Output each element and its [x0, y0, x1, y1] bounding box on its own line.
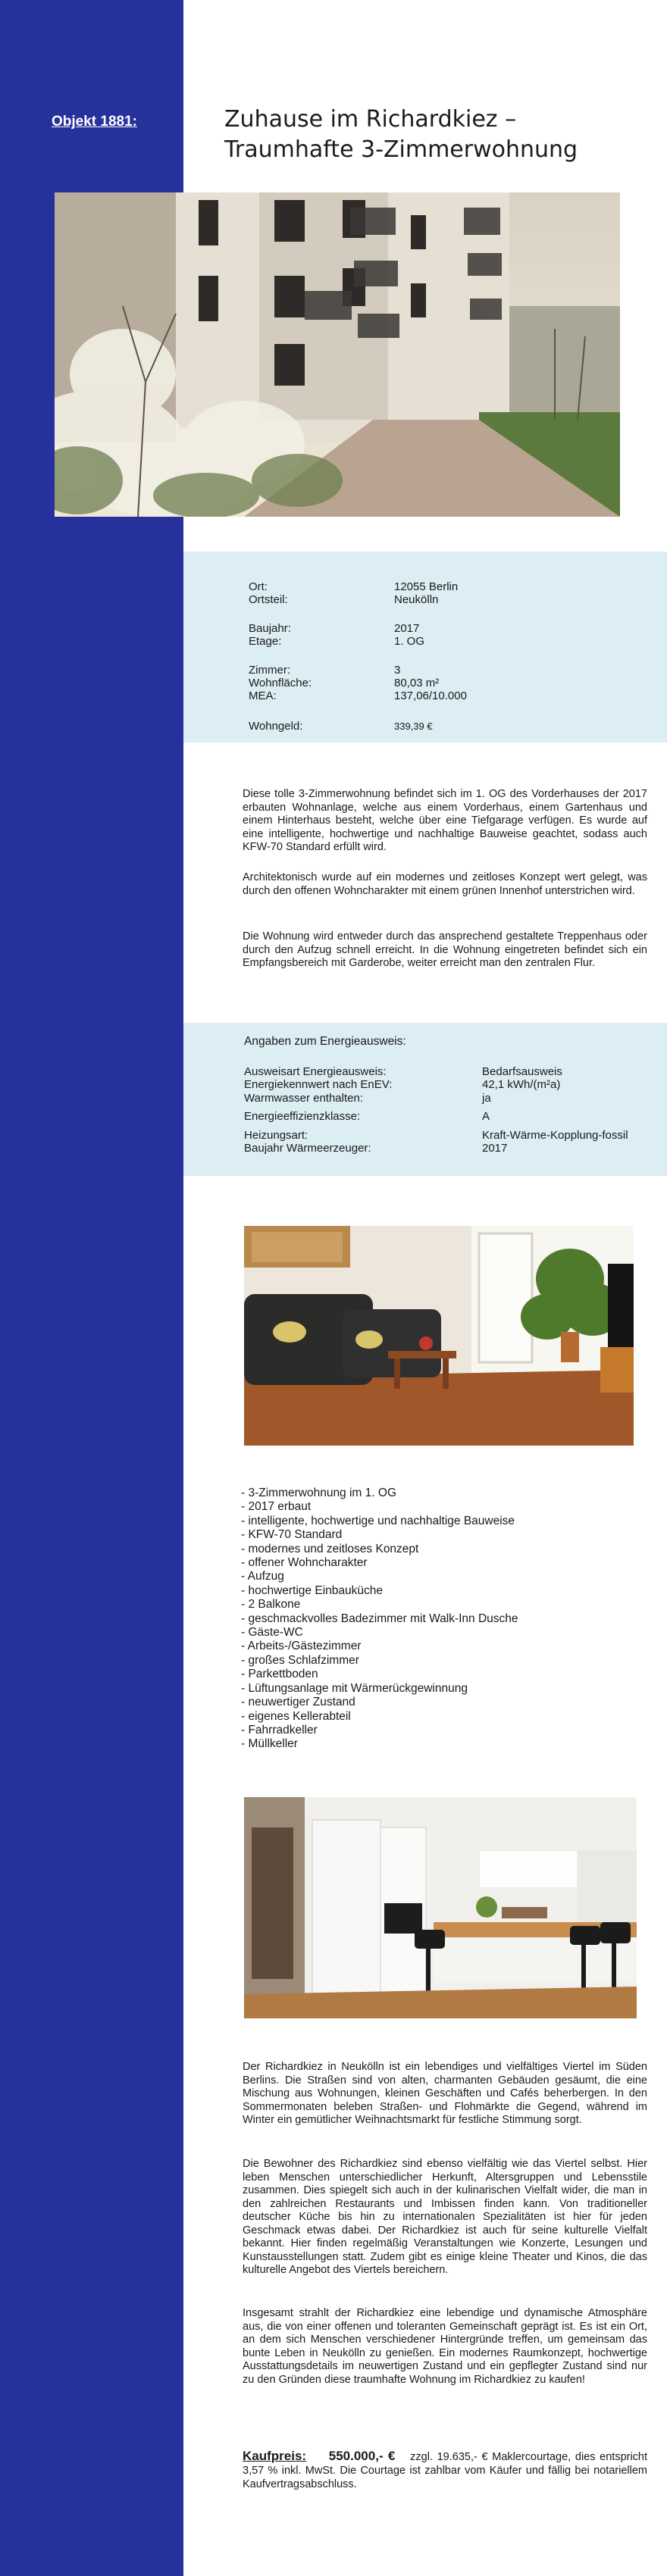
energy-label: Energiekennwert nach EnEV:	[244, 1078, 393, 1091]
object-number: Objekt 1881:	[52, 114, 137, 130]
feature-item: - 2017 erbaut	[241, 1500, 312, 1514]
title-line-1: Zuhause im Richardkiez –	[224, 106, 517, 133]
energy-value: Bedarfsausweis	[482, 1065, 562, 1078]
price-amount: 550.000,- €	[328, 2449, 396, 2463]
living-room-photo	[244, 1226, 634, 1446]
feature-item: - eigenes Kellerabteil	[241, 1709, 351, 1723]
fact-label: Wohnfläche:	[249, 677, 312, 689]
feature-item: - 3-Zimmerwohnung im 1. OG	[241, 1487, 396, 1499]
fact-label: Ortsteil:	[249, 593, 288, 606]
feature-item: - Gäste-WC	[241, 1626, 303, 1640]
energy-label: Warmwasser enthalten:	[244, 1092, 364, 1105]
energy-value: Kraft-Wärme-Kopplung-fossil	[482, 1129, 628, 1142]
energy-value: 2017	[482, 1142, 508, 1155]
feature-item: - Parkettboden	[241, 1668, 318, 1681]
feature-item: - neuwertiger Zustand	[241, 1696, 355, 1709]
kitchen-photo	[244, 1797, 637, 2018]
feature-item: - intelligente, hochwertige und nachhaltige Bauweise	[241, 1514, 515, 1527]
title-line-2: Traumhafte 3-Zimmerwohnung	[224, 136, 578, 163]
feature-item: - KFW-70 Standard	[241, 1528, 343, 1542]
energy-value: ja	[482, 1092, 491, 1105]
feature-item: - Arbeits-/Gästezimmer	[241, 1640, 362, 1653]
fact-value: 80,03 m²	[394, 677, 440, 689]
fact-label: MEA:	[249, 689, 277, 702]
fact-label: Zimmer:	[249, 664, 290, 677]
fact-value: 12055 Berlin	[394, 580, 459, 593]
energy-title: Angaben zum Energieausweis:	[244, 1035, 406, 1048]
description-paragraph: Diese tolle 3-Zimmerwohnung befindet sich im 1. OG des Vorderhauses der 2017 erbauten Wohnanlage, welche aus einem Vorderhaus, einem Gartenhaus und einem Hinterhaus besteht, welche über eine Tiefgarage verfügen. Es wurde auf eine intelligente, hochwertige und nachhaltige Bauweise geachtet, sodass auch KFW-70 Standard erfüllt wird.	[243, 788, 647, 853]
feature-item: - modernes und zeitloses Konzept	[241, 1542, 419, 1555]
feature-item: - Aufzug	[241, 1570, 284, 1583]
price-note: zzgl. 19.635,- € Maklercourtage, dies entspricht 3,57 % inkl. MwSt. Die Courtage ist zahlbar vom Käufer und fällig bei notariellem Kaufvertragsabschluss.	[243, 2451, 648, 2490]
fact-value: Neukölln	[394, 593, 439, 606]
feature-item: - geschmackvolles Badezimmer mit Walk-Inn Dusche	[241, 1612, 518, 1625]
fact-label: Etage:	[249, 635, 282, 648]
feature-item: - Fahrradkeller	[241, 1723, 318, 1737]
feature-item: - großes Schlafzimmer	[241, 1653, 359, 1667]
neighborhood-paragraph: Insgesamt strahlt der Richardkiez eine lebendige und dynamische Atmosphäre aus, die von einer offenen und toleranten Gemeinschaft geprägt ist. Es ist ein Ort, an dem sich Menschen verschiedener Hintergründe treffen, um gemeinsam das bunte Leben in Neukölln zu genießen. Ein modernes Raumkonzept, hochwertige Ausstattungsdetails im neuwertigen Zustand und ein gepflegter Zustand sind nur zu den Gründen diese traumhafte Wohnung im Richardkiez zu kaufen!	[243, 2307, 647, 2386]
fact-value: 339,39 €	[394, 721, 433, 732]
fact-value: 137,06/10.000	[394, 689, 467, 702]
energy-label: Energieeffizienzklasse:	[244, 1110, 361, 1123]
fact-label: Baujahr:	[249, 622, 291, 635]
feature-item: - Müllkeller	[241, 1737, 298, 1751]
energy-label: Baujahr Wärmeerzeuger:	[244, 1142, 371, 1155]
neighborhood-paragraph: Der Richardkiez in Neukölln ist ein lebendiges und vielfältiges Viertel im Süden Berlins. Die Straßen sind von alten, charmanten Gebäuden gesäumt, die eine Mischung aus Wohnungen, kleinen Geschäften und Cafés beherbergen. In den Sommermonaten beleben Straßen- und Flohmärkte die Gegend, während im Winter ein gemütlicher Weihnachtsmarkt für festliche Stimmung sorgt.	[243, 2061, 647, 2126]
energy-value: 42,1 kWh/(m²a)	[482, 1078, 561, 1091]
page-title	[224, 105, 618, 165]
fact-value: 2017	[394, 622, 420, 635]
feature-item: - offener Wohncharakter	[241, 1556, 368, 1570]
energy-value: A	[482, 1110, 490, 1123]
description-paragraph: Die Wohnung wird entweder durch das ansprechend gestaltete Treppenhaus oder durch den Aufzug schnell erreicht. In die Wohnung eingetreten befindet sich ein Empfangsbereich mit Garderobe, weiter erreicht man den zentralen Flur.	[243, 930, 647, 969]
energy-label: Ausweisart Energieausweis:	[244, 1065, 387, 1078]
price-label: Kaufpreis:	[243, 2449, 307, 2463]
feature-item: - hochwertige Einbauküche	[241, 1583, 383, 1597]
fact-value: 1. OG	[394, 635, 425, 648]
exterior-photo	[55, 192, 620, 517]
neighborhood-paragraph: Die Bewohner des Richardkiez sind ebenso vielfältig wie das Viertel selbst. Hier leben Menschen unterschiedlicher Herkunft, Altersgruppen und Lebensstile zusammen. Dies spiegelt sich auch in der kulinarischen Vielfalt wider, die man in den zahlreichen Restaurants und Imbissen finden kann. Von traditioneller deutscher Küche bis hin zu internationalen Spezialitäten ist hier für jeden Geschmack etwas dabei. Der Richardkiez ist auch für seine kulturelle Vielfalt bekannt. Hier finden regelmäßig Veranstaltungen wie Konzerte, Lesungen und Kunstausstellungen statt. Zudem gibt es einige kleine Theater und Kinos, die das kulturelle Angebot des Viertels bereichern.	[243, 2158, 647, 2276]
fact-label: Wohngeld:	[249, 720, 303, 733]
energy-label: Heizungsart:	[244, 1129, 308, 1142]
description-paragraph: Architektonisch wurde auf ein modernes und zeitloses Konzept wert gelegt, was durch den offenen Wohncharakter mit einem grünen Innenhof unterstrichen wird.	[243, 871, 647, 897]
fact-value: 3	[394, 664, 401, 677]
feature-list	[241, 1487, 518, 1752]
feature-item: - Lüftungsanlage mit Wärmerückgewinnung	[241, 1681, 468, 1695]
fact-label: Ort:	[249, 580, 268, 593]
feature-item: - 2 Balkone	[241, 1598, 301, 1612]
price-section	[243, 2449, 647, 2491]
